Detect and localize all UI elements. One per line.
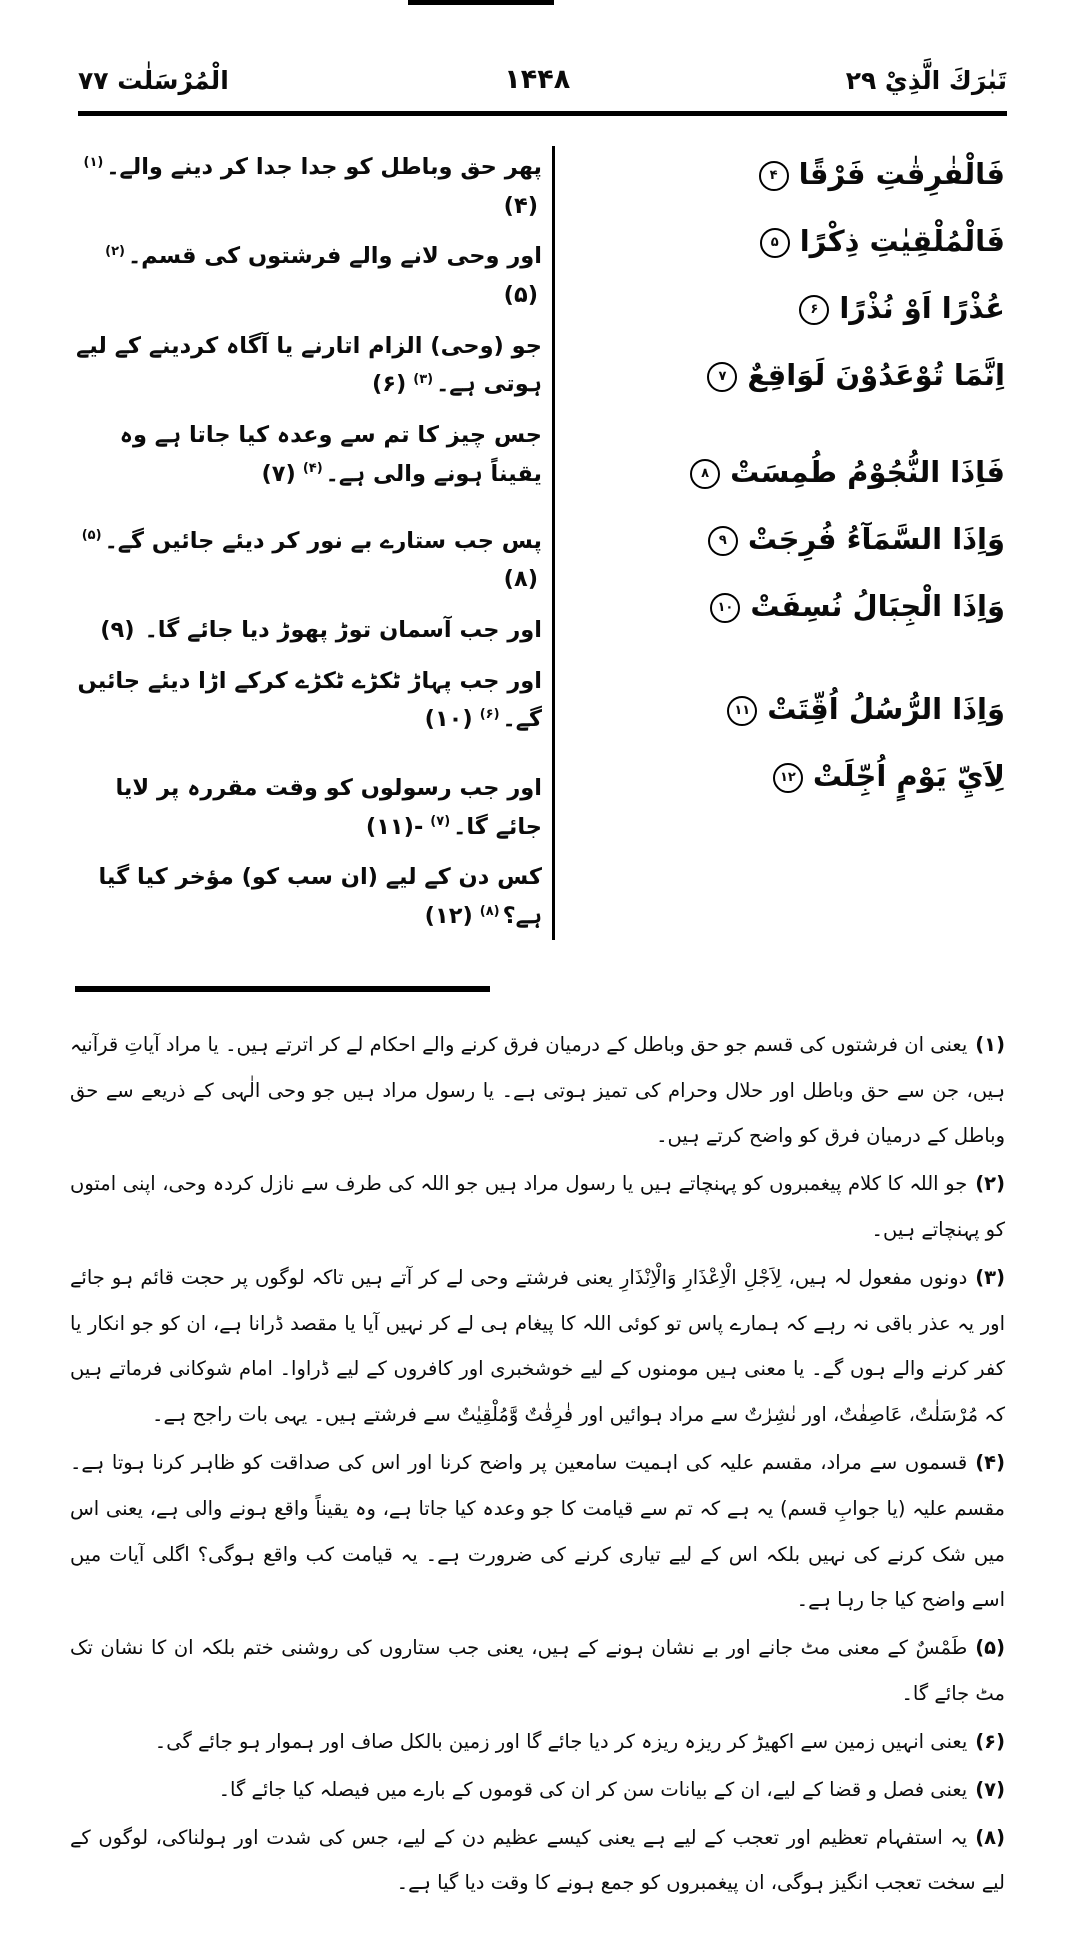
translation-text: اور جب پہاڑ ٹکڑے ٹکڑے کرکے اڑا دیئے جائیں گے۔ bbox=[77, 667, 542, 733]
verse-number-circle: ۶ bbox=[799, 295, 829, 325]
footnote-marker: (۱) bbox=[83, 154, 104, 170]
verse-text: اِنَّمَا تُوْعَدُوْنَ لَوَاقِعٌ bbox=[747, 357, 1005, 392]
footnote-marker: (۲) bbox=[105, 243, 125, 259]
footnote-number: (۵) bbox=[975, 1636, 1005, 1660]
footnote-number: (۶) bbox=[975, 1729, 1005, 1753]
ayah-number: (۵) bbox=[503, 282, 538, 309]
verse-text: لِاَيِّ يَوْمٍ اُجِّلَتْ bbox=[812, 758, 1005, 793]
footnote-text: قسموں سے مراد، مقسم علیہ کی اہمیت سامعین پر واضح کرنا اور اس کی صداقت کو ظاہر کرنا ہوتا ہے۔ مقسم علیہ (یا جوابِ قسم) یہ ہے کہ تم سے قیامت کا جو وعدہ کیا جاتا ہے، وہ یقیناً واقع ہونے والی ہے، یعنی اس میں شک کرنے کی نہیں بلکہ اس کے لیے تیاری کرنے کی ضرورت ہے۔ یہ قیامت کب واقع ہوگی؟ اگلی آیات میں اسے واضح کیا جا رہا ہے۔ bbox=[70, 1451, 1005, 1612]
quran-verse bbox=[585, 450, 1005, 495]
quran-verse bbox=[585, 219, 1005, 264]
translation-text: اور جب آسمان توڑ پھوڑ دیا جائے گا۔ bbox=[144, 616, 542, 643]
verse-text: وَاِذَا السَّمَآءُ فُرِجَتْ bbox=[747, 521, 1005, 556]
footnotes-section bbox=[0, 992, 1085, 1948]
verse-number-circle: ۴ bbox=[759, 161, 789, 191]
footnote bbox=[70, 1719, 1005, 1765]
verse-number-circle: ۷ bbox=[707, 362, 737, 392]
footnote-number: (۸) bbox=[975, 1825, 1005, 1849]
translation-line bbox=[64, 148, 542, 225]
arabic-verse-column bbox=[555, 142, 1015, 948]
quran-verse bbox=[585, 687, 1005, 732]
footnote bbox=[70, 1625, 1005, 1717]
verse-number-circle: ۵ bbox=[760, 228, 790, 258]
page-header bbox=[0, 0, 1085, 95]
verse-text: فَالْفٰرِقٰتِ فَرْقًا bbox=[798, 157, 1005, 191]
scan-artifact-bar bbox=[408, 0, 554, 5]
verse-translation-section bbox=[0, 116, 1085, 958]
translation-text: اور وحی لانے والے فرشتوں کی قسم۔ bbox=[128, 243, 542, 270]
footnote-text: یہ استفہام تعظیم اور تعجب کے لیے ہے یعنی کیسے عظیم دن کے لیے، جس کی شدت اور ہولناکی، لوگوں کے لیے سخت تعجب انگیز ہوگی، ان پیغمبروں کو جمع ہونے کا وقت دیا گیا ہے۔ bbox=[70, 1825, 1005, 1895]
translation-line bbox=[64, 522, 542, 599]
page-number: ۱۴۴۸ bbox=[504, 64, 571, 95]
footnote-marker: (۷) bbox=[430, 814, 451, 830]
footnote-marker: (۶) bbox=[479, 706, 500, 722]
footnote-marker: (۸) bbox=[479, 903, 500, 919]
quran-verse bbox=[585, 152, 1005, 197]
ayah-number: (۸) bbox=[503, 566, 538, 593]
quran-verse bbox=[585, 353, 1005, 398]
translation-line bbox=[64, 416, 542, 493]
translation-line bbox=[64, 662, 542, 739]
footnote bbox=[70, 1440, 1005, 1623]
urdu-translation-column bbox=[60, 142, 552, 948]
footnote-text: طَمْسٌ کے معنی مٹ جانے اور بے نشان ہونے کے ہیں، یعنی جب ستاروں کی روشنی ختم بلکہ ان کا نشان تک مٹ جائے گا۔ bbox=[70, 1636, 1005, 1706]
verse-number-circle: ۱۰ bbox=[710, 593, 740, 623]
footnote-number: (۱) bbox=[975, 1032, 1005, 1056]
quran-verse bbox=[585, 754, 1005, 799]
verse-number-circle: ۸ bbox=[690, 459, 720, 489]
ayah-number: (۷) bbox=[261, 460, 296, 487]
ayah-number: (۱۰) bbox=[424, 706, 473, 733]
verse-text: فَاِذَا النُّجُوْمُ طُمِسَتْ bbox=[730, 454, 1005, 489]
ayah-number: (۹) bbox=[100, 616, 135, 643]
footnote-number: (۷) bbox=[975, 1777, 1005, 1801]
footnote-number: (۲) bbox=[975, 1172, 1005, 1196]
verse-number-circle: ۹ bbox=[708, 526, 738, 556]
translation-line bbox=[64, 327, 542, 404]
footnote-text: جو اللہ کا کلام پیغمبروں کو پہنچاتے ہیں یا رسول مراد ہیں جو اللہ کی طرف سے نازل کردہ وحی، اپنی امتوں کو پہنچاتے ہیں۔ bbox=[70, 1172, 1005, 1241]
verse-text: وَاِذَا الرُّسُلُ اُقِّتَتْ bbox=[767, 691, 1005, 726]
footnote bbox=[70, 1767, 1005, 1813]
footnote-text: یعنی انہیں زمین سے اکھیڑ کر ریزہ ریزہ کر دیا جائے گا اور زمین بالکل صاف اور ہموار ہو جائے گی۔ bbox=[154, 1729, 968, 1753]
footnote-text: یعنی ان فرشتوں کی قسم جو حق وباطل کے درمیان فرق کرنے والے احکام لے کر اترتے ہیں۔ یا مراد آیاتِ قرآنیہ ہیں، جن سے حق وباطل اور حلال وحرام کی تمیز ہوتی ہے۔ یا رسول مراد ہیں جو وحی الٰہی کے ذریعے سے حق وباطل کے درمیان فرق کو واضح کرتے ہیں۔ bbox=[70, 1032, 1005, 1148]
footnote bbox=[70, 1022, 1005, 1159]
footnote-marker: (۳) bbox=[413, 371, 434, 387]
ayah-number: (۴) bbox=[503, 192, 538, 219]
translation-text: جس چیز کا تم سے وعدہ کیا جاتا ہے وہ یقیناً ہونے والی ہے۔ bbox=[119, 422, 542, 487]
translation-text: پھر حق وباطل کو جدا جدا کر دینے والے۔ bbox=[106, 154, 542, 180]
ayah-number: (۱۲) bbox=[424, 903, 473, 929]
footnote-number: (۴) bbox=[975, 1451, 1005, 1474]
quran-verse bbox=[585, 517, 1005, 562]
translation-line bbox=[64, 858, 542, 935]
surah-name-header: الْمُرْسَلٰت ۷۷ bbox=[78, 66, 229, 95]
footnote bbox=[70, 1255, 1005, 1438]
translation-line bbox=[64, 769, 542, 846]
footnote-number: (۳) bbox=[975, 1265, 1005, 1289]
footnote-text: دونوں مفعول لہ ہیں، لِاَجْلِ الْاِعْذَارِ وَالْاِنْذَارِ یعنی فرشتے وحی لے کر آتے ہیں تاکہ لوگوں پر حجت قائم ہو جائے اور یہ عذر باقی نہ رہے کہ ہمارے پاس تو کوئی اللہ کا پیغام ہی لے کر نہیں آیا یا مقصد ڈرانا ہے، ان کو جو انکار یا کفر کرنے والے ہوں گے۔ یا معنی ہیں مومنوں کے لیے خوشخبری اور کافروں کے لیے ڈراوا۔ امام شوکانی فرماتے ہیں کہ مُرْسَلٰتٌ، عَاصِفٰتٌ، اور نٰشِرٰتٌ سے مراد ہوائیں اور فٰرِقٰتٌ وَّمُلْقِیٰتٌ سے فرشتے ہیں۔ یہی بات راجح ہے۔ bbox=[70, 1265, 1005, 1427]
translation-text: پس جب ستارے بے نور کر دیئے جائیں گے۔ bbox=[104, 527, 542, 554]
translation-line bbox=[64, 611, 542, 650]
verse-number-circle: ۱۲ bbox=[773, 763, 803, 793]
footnote-marker: (۵) bbox=[81, 528, 102, 543]
ayah-number: -(۱۱) bbox=[365, 813, 424, 840]
translation-text: کس دن کے لیے (ان سب کو) مؤخر کیا گیا ہے؟ bbox=[98, 864, 542, 929]
juz-name-header: تَبٰرَكَ الَّذِيْ ۲۹ bbox=[845, 66, 1007, 95]
quran-verse bbox=[585, 286, 1005, 331]
ayah-number: (۶) bbox=[371, 371, 407, 398]
verse-text: وَاِذَا الْجِبَالُ نُسِفَتْ bbox=[750, 588, 1005, 623]
footnote-marker: (۴) bbox=[302, 461, 323, 477]
quran-verse bbox=[585, 584, 1005, 629]
verse-number-circle: ۱۱ bbox=[727, 696, 757, 726]
verse-text: عُذْرًا اَوْ نُذْرًا bbox=[839, 290, 1005, 325]
footnote-text: یعنی فصل و قضا کے لیے، ان کے بیانات سن کر ان کی قوموں کے بارے میں فیصلہ کیا جائے گا۔ bbox=[218, 1777, 968, 1801]
footnote bbox=[70, 1815, 1005, 1907]
translation-text: اور جب رسولوں کو وقت مقررہ پر لایا جائے گا۔ bbox=[115, 774, 542, 840]
footnote bbox=[70, 1161, 1005, 1253]
translation-text: جو (وحی) الزام اتارنے یا آگاہ کردینے کے لیے ہوتی ہے۔ bbox=[76, 332, 542, 398]
translation-line bbox=[64, 237, 542, 314]
verse-text: فَالْمُلْقِيٰتِ ذِكْرًا bbox=[799, 223, 1005, 258]
